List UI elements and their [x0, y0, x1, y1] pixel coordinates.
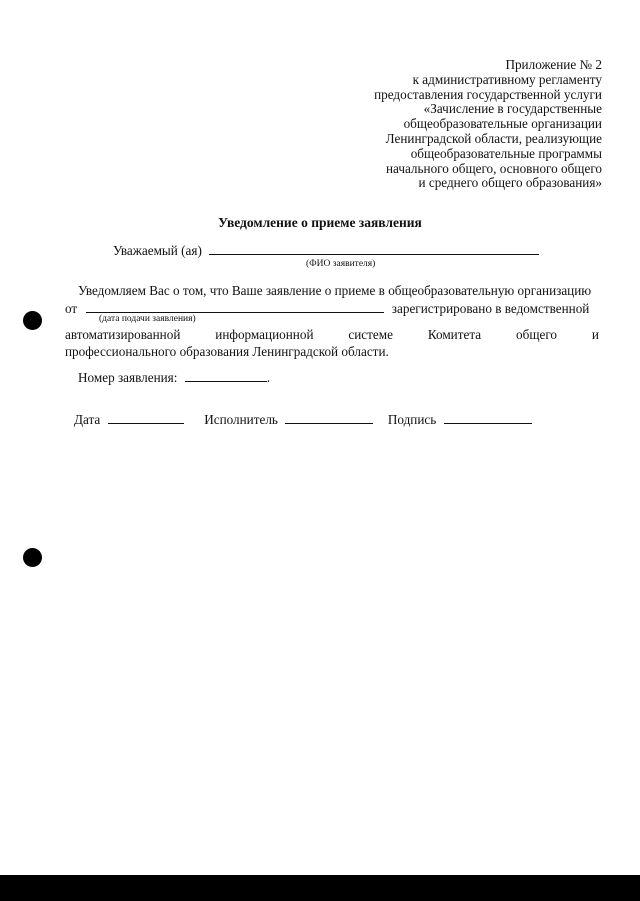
- executor-field[interactable]: [285, 411, 373, 424]
- body-word: системе: [348, 327, 393, 342]
- header-line: Приложение № 2: [505, 57, 602, 72]
- application-number-row: [78, 369, 270, 386]
- body-line-4: профессионального образования Ленинградской области.: [65, 343, 389, 359]
- date-label: Дата: [74, 412, 101, 427]
- appendix-header: [342, 58, 602, 191]
- header-line: Ленинградской области, реализующие: [385, 130, 602, 146]
- document-title: Уведомление о приеме заявления: [218, 215, 422, 230]
- body-word: общего: [516, 327, 558, 342]
- application-number-period: .: [266, 370, 271, 385]
- punch-hole-mark: [23, 548, 42, 567]
- body-word: автоматизированной: [65, 327, 181, 342]
- signature-field[interactable]: [444, 411, 532, 424]
- body-word: информационной: [215, 327, 314, 342]
- greeting-row: [113, 242, 539, 259]
- executor-label: Исполнитель: [204, 412, 278, 427]
- submission-date-hint: (дата подачи заявления): [99, 314, 196, 324]
- header-line: предоставления государственной услуги: [374, 86, 602, 102]
- application-number-label: Номер заявления:: [78, 370, 178, 385]
- applicant-name-hint: (ФИО заявителя): [306, 259, 376, 269]
- header-line: общеобразовательные организации: [403, 116, 602, 132]
- header-line: начального общего, основного общего: [385, 160, 602, 176]
- applicant-name-field[interactable]: [209, 242, 539, 255]
- registered-text: зарегистрировано в ведомственной: [391, 300, 590, 316]
- date-field[interactable]: [108, 411, 184, 424]
- submission-date-field[interactable]: [86, 300, 384, 313]
- signature-label: Подпись: [387, 412, 437, 427]
- footer-row: [74, 411, 532, 428]
- body-line-1: Уведомляем Вас о том, что Ваше заявление о приеме в общеобразовательную организацию: [78, 283, 592, 298]
- scan-edge-bar: [0, 875, 640, 901]
- punch-hole-mark: [23, 311, 42, 330]
- body-line-3: [65, 327, 599, 344]
- body-word: Комитета: [427, 327, 482, 342]
- from-label: от: [65, 300, 78, 316]
- application-number-field[interactable]: [185, 369, 267, 382]
- greeting-label: Уважаемый (ая): [113, 243, 202, 258]
- body-word: и: [591, 327, 599, 342]
- header-line: «Зачисление в государственные: [423, 101, 602, 117]
- header-line: к административному регламенту: [412, 71, 602, 87]
- header-line: общеобразовательные программы: [410, 145, 602, 161]
- header-line: и среднего общего образования»: [418, 175, 602, 191]
